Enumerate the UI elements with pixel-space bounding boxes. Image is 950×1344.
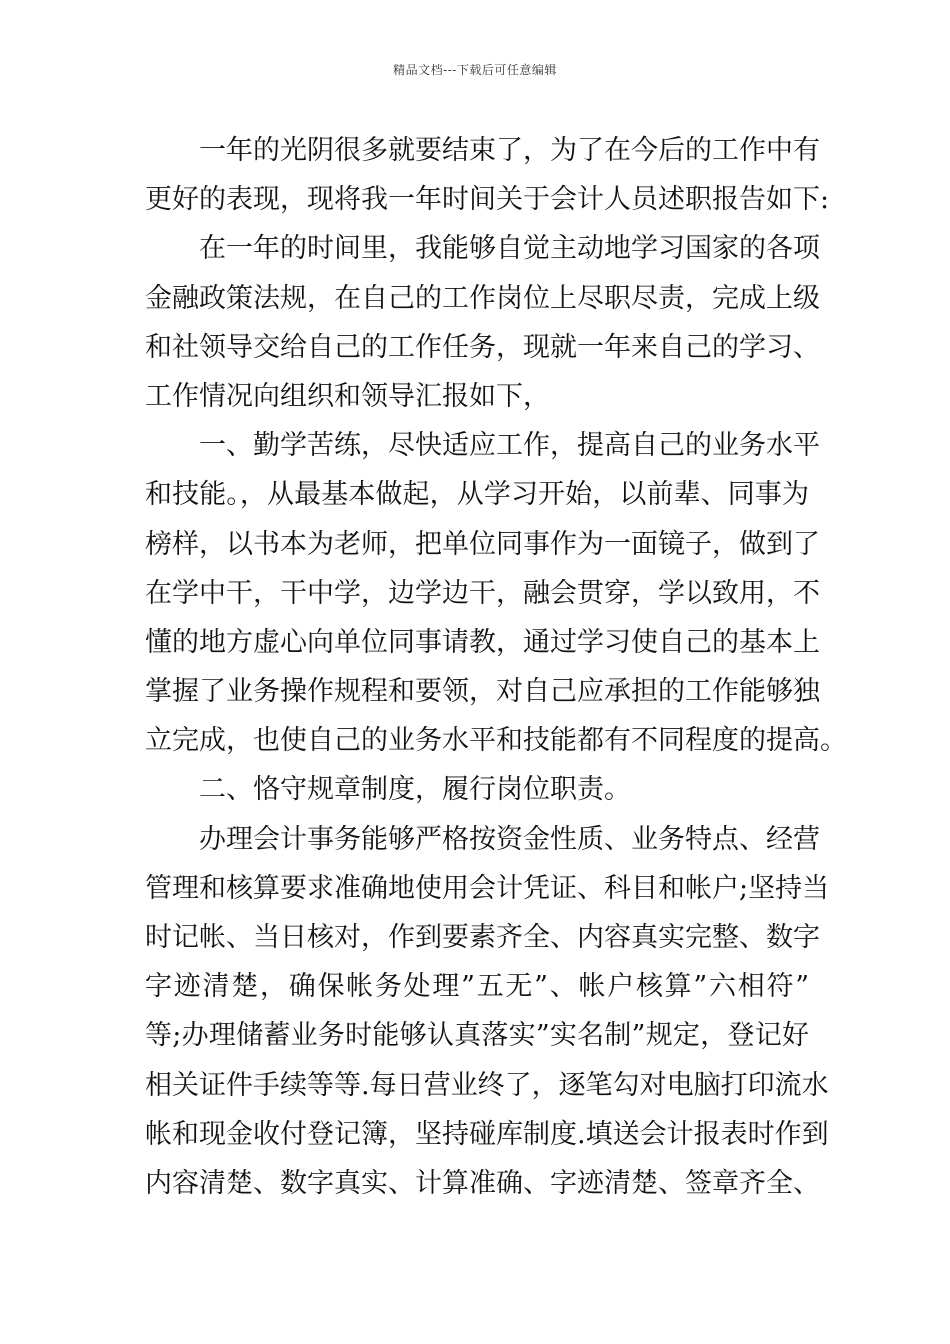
paragraph-line: 工作情况向组织和领导汇报如下， (145, 380, 550, 412)
paragraph-line: 掌握了业务操作规程和要领，对自己应承担的工作能够独 (145, 676, 820, 708)
paragraph-line: 办理会计事务能够严格按资金性质、业务特点、经营 (199, 823, 820, 855)
paragraph-line: 榜样，以书本为老师，把单位同事作为一面镜子，做到了 (145, 528, 820, 560)
document-body (145, 126, 847, 1208)
paragraph-line: 等;办理储蓄业务时能够认真落实”实名制”规定，登记好 (145, 1020, 809, 1052)
section-heading-line: 一、勤学苦练，尽快适应工作，提高自己的业务水平 (199, 430, 820, 462)
paragraph-line: 内容清楚、数字真实、计算准确、字迹清楚、签章齐全、 (145, 1167, 820, 1199)
paragraph-line: 金融政策法规，在自己的工作岗位上尽职尽责，完成上级 (145, 282, 820, 314)
paragraph-line: 立完成，也使自己的业务水平和技能都有不同程度的提高。 (145, 725, 847, 757)
paragraph-line: 懂的地方虚心向单位同事请教，通过学习使自己的基本上 (145, 626, 820, 658)
paragraph-line: 和社领导交给自己的工作任务，现就一年来自己的学习、 (145, 331, 820, 363)
paragraph-line: 在一年的时间里，我能够自觉主动地学习国家的各项 (199, 233, 820, 265)
paragraph-line: 管理和核算要求准确地使用会计凭证、科目和帐户;坚持当 (145, 872, 830, 904)
page-header: 精品文档---下载后可任意编辑 (393, 63, 557, 77)
paragraph-line: 和技能。，从最基本做起，从学习开始，以前辈、同事为 (145, 479, 809, 511)
paragraph-line: 帐和现金收付登记簿，坚持碰库制度.填送会计报表时作到 (145, 1118, 829, 1150)
paragraph-line: 时记帐、当日核对，作到要素齐全、内容真实完整、数字 (145, 922, 820, 953)
paragraph-line: 相关证件手续等等.每日营业终了，逐笔勾对电脑打印流水 (145, 1069, 829, 1101)
paragraph-line: 在学中干，干中学，边学边干，融会贯穿，学以致用，不 (145, 577, 820, 609)
paragraph-line: 字迹清楚，确保帐务处理”五无”、帐户核算”六相符” (145, 971, 809, 1003)
paragraph-line: 更好的表现，现将我一年时间关于会计人员述职报告如下: (145, 184, 830, 216)
paragraph-line: 一年的光阴很多就要结束了，为了在今后的工作中有 (199, 135, 820, 166)
section-heading-line: 二、恪守规章制度，履行岗位职责。 (199, 774, 631, 806)
